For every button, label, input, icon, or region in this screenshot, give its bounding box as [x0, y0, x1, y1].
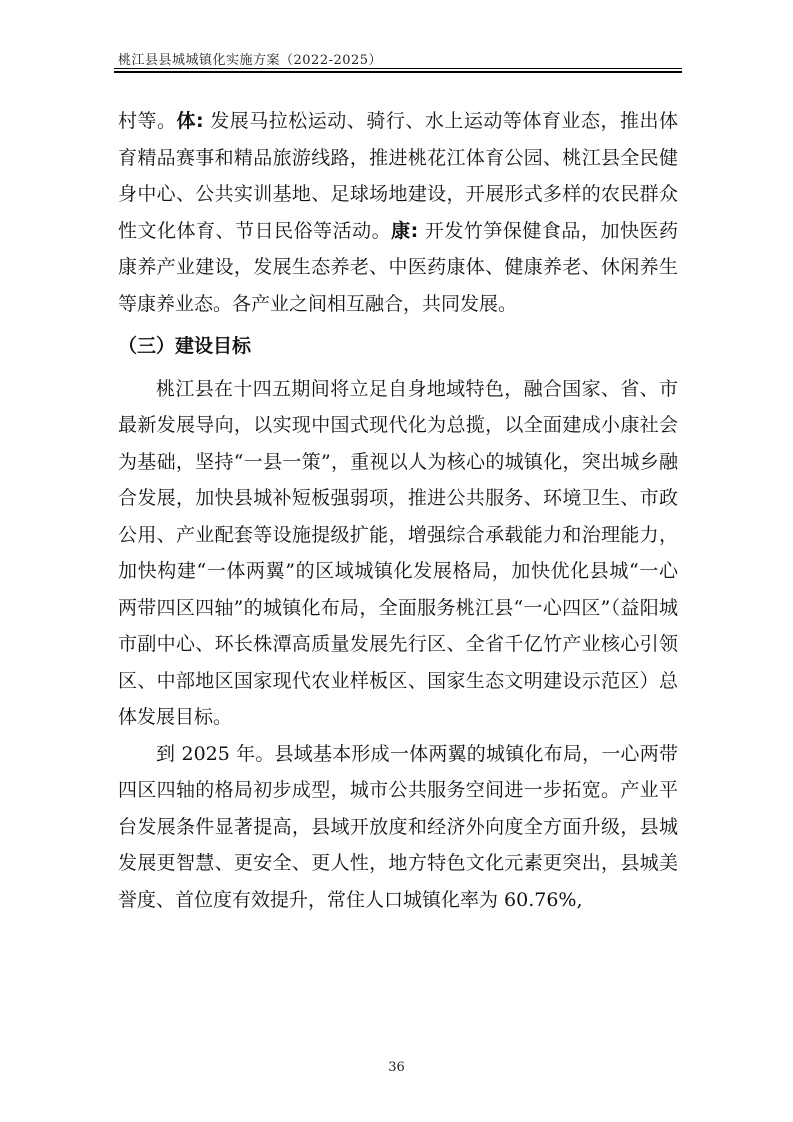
header-rule-thick	[114, 71, 682, 73]
document-body	[118, 103, 678, 918]
header-rule-thin	[114, 68, 682, 69]
paragraph-text: 发展马拉松运动、骑行、水上运动等体育业态，推出体育精品赛事和精品旅游线路，推进桃花江体育公园、桃江县全民健身中心、公共实训基地、足球场地建设，开展形式多样的农民群众性文化体育、节日民俗等活动。	[118, 110, 678, 242]
paragraph-text: 村等。	[118, 110, 177, 132]
keyword-sports: 体:	[176, 110, 204, 132]
paragraph-goals: 桃江县在十四五期间将立足自身地域特色，融合国家、省、市最新发展导向，以实现中国式现代化为总揽，以全面建成小康社会为基础，坚持“一县一策”，重视以人为核心的城镇化，突出城乡融合发展，加快县城补短板强弱项，推进公共服务、环境卫生、市政公用、产业配套等设施提级扩能，增强综合承载能力和治理能力，加快构建“一体两翼”的区域城镇化发展格局，加快优化县城“一心两带四区四轴”的城镇化布局，全面服务桃江县“一心四区”（益阳城市副中心、环长株潭高质量发展先行区、全省千亿竹产业核心引领区、中部地区国家现代农业样板区、国家生态文明建设示范区）总体发展目标。	[118, 377, 678, 728]
page-number: 36	[388, 1060, 405, 1075]
section-heading: （三）建设目标	[118, 335, 252, 357]
paragraph-2025-target: 到 2025 年。县域基本形成一体两翼的城镇化布局，一心两带四区四轴的格局初步成型，城市公共服务空间进一步拓宽。产业平台发展条件显著提高，县域开放度和经济外向度全方面升级，县城发展更智慧、更安全、更人性，地方特色文化元素更突出，县城美誉度、首位度有效提升，常住人口城镇化率为 60.76%,	[118, 742, 678, 911]
page-header-title: 桃江县县城城镇化实施方案（2022-2025）	[118, 53, 383, 68]
keyword-health: 康:	[391, 219, 419, 242]
paragraph-text: 开发竹笋保健食品，加快医药康养产业建设，发展生态养老、中医药康体、健康养老、休闲养生等康养业态。各产业之间相互融合，共同发展。	[118, 219, 678, 315]
paragraph-industries	[118, 103, 678, 322]
